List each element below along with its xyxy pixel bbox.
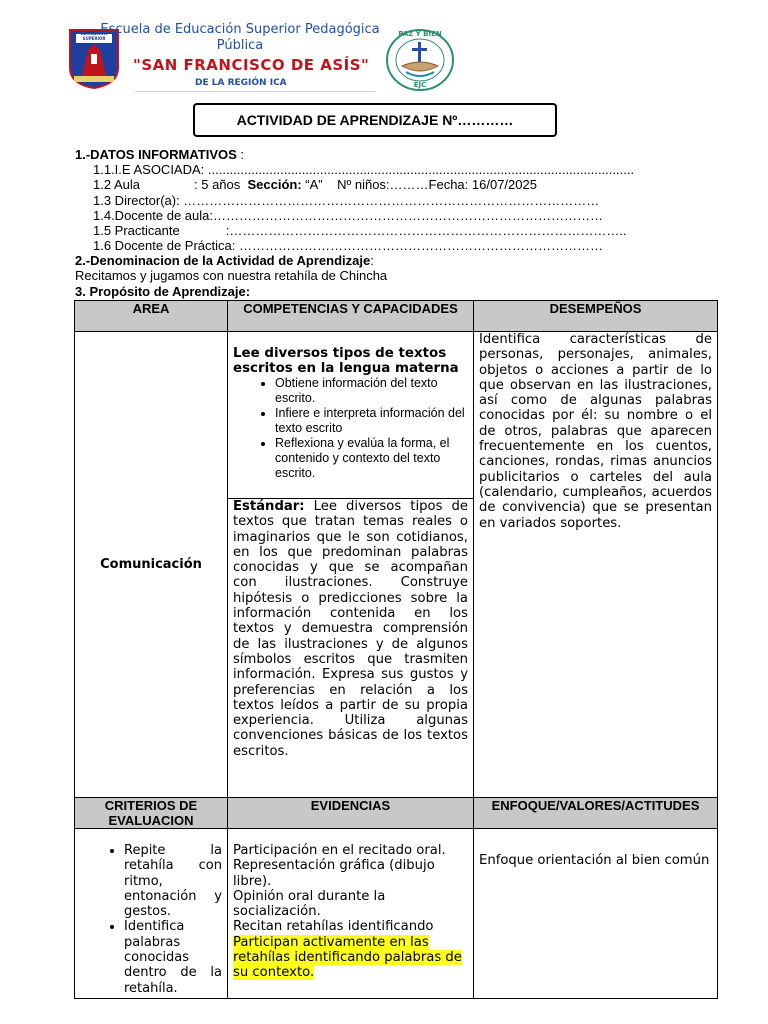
header-rule: [135, 91, 375, 92]
evidencia-item: Participación en el recitado oral.: [233, 843, 446, 858]
denominacion-text: Recitamos y jugamos con nuestra retahíla de Chincha: [75, 268, 388, 283]
criterio-item: • Identifica palabras conocidas dentro de la retahíla.: [124, 919, 222, 995]
activity-title: ACTIVIDAD DE APRENDIZAJE Nº…………: [193, 103, 557, 137]
left-logo-caption: EDUCACIÓN SUPERIOR: [80, 31, 108, 41]
header-evidencias: EVIDENCIAS: [228, 798, 474, 829]
datos-heading: 1.-DATOS INFORMATIVOS :: [75, 147, 245, 162]
capacidad-item: • Infiere e interpreta información del texto escrito: [275, 406, 468, 436]
capacidad-item: • Reflexiona y evalúa la forma, el contenido y contexto del texto escrito.: [275, 436, 468, 481]
evidencia-item: Representación gráfica (dibujo libre).: [233, 858, 435, 889]
header-competencias: COMPETENCIAS Y CAPACIDADES: [228, 301, 474, 332]
datos-practicante: 1.5 Practicante :………………………………………………………………………………..: [93, 223, 627, 238]
capacidad-item: • Obtiene información del texto escrito.: [275, 376, 468, 406]
evidencia-highlight: Participan activamente en las retahílas identificando palabras de su contexto.: [233, 934, 462, 981]
estandar-label: Estándar:: [233, 499, 305, 514]
evidencia-item: Opinión oral durante la socialización.: [233, 888, 386, 920]
seal-bottom-text: EJC: [413, 81, 427, 89]
estandar-cell: [228, 499, 474, 798]
criterios-cell: [75, 829, 228, 999]
capacidades-list: [233, 376, 468, 481]
area-comunicacion: Comunicación: [75, 332, 228, 798]
header-enfoque: ENFOQUE/VALORES/ACTITUDES: [474, 798, 718, 829]
datos-ie: 1.1.I.E ASOCIADA: ......................................................................................................................: [93, 162, 635, 177]
datos-docente: 1.4.Docente de aula:………………………………………………………………………………: [93, 208, 603, 223]
proposito-heading: 3. Propósito de Aprendizaje:: [75, 284, 251, 299]
enfoque-cell: Enfoque orientación al bien común: [474, 829, 718, 999]
header-desempenos: DESEMPEÑOS: [474, 301, 718, 332]
school-line-2: Pública: [216, 38, 264, 53]
criterio-item: • Repite la retahíla con ritmo, entonación y gestos.: [124, 843, 222, 919]
criterios-list: [80, 843, 222, 996]
datos-aula: 1.2 Aula : 5 años Sección: “A” Nº niños:………Fecha: 16/07/2025: [93, 177, 537, 192]
header-criterios: CRITERIOS DE EVALUACION: [75, 798, 228, 829]
school-header: [90, 22, 390, 54]
evidencias-cell: [228, 829, 474, 999]
header-area: AREA: [75, 301, 228, 332]
seal-top-text: PAZ Y BIEN: [398, 30, 442, 38]
datos-docente-practica: 1.6 Docente de Práctica: …………………………………………………………………………: [93, 238, 603, 253]
school-region: DE LA REGIÓN ICA: [195, 78, 287, 88]
desempeno-cell: Identifica características de personas, personajes, animales, objetos o acciones a partir de lo que observan en las ilustraciones, así como de algunas palabras conocidas por él: su nombre o el de otros, palabras que aparecen frecuentemente en los cuentos, canciones, rondas, rimas anuncios publicitarios o carteles del aula (calendario, cumpleaños, acuerdos de convivencia) que se presentan en variados soportes.: [474, 332, 718, 798]
competencia-title: Lee diversos tipos de textos escritos en la lengua materna: [233, 346, 459, 376]
school-line-1: Escuela de Educación Superior Pedagógica: [100, 22, 380, 37]
datos-director: 1.3 Director(a): ……………………………………………………………………………………: [93, 193, 600, 208]
competencia-cell: [228, 332, 474, 499]
learning-table: [74, 300, 718, 999]
denominacion-heading: 2.-Denominacion de la Actividad de Aprendizaje:: [75, 253, 374, 268]
estandar-text: Lee diversos tipos de textos que tratan temas reales o imaginarios que le son cotidianos, en los que predominan palabras conocidas y que se acompañan con ilustraciones. Construye hipótesis o predicciones sobre la información contenida en los textos y demuestra comprensión de las ilustraciones y de algunos símbolos escritos que trasmiten información. Expresa sus gustos y preferencias en relación a los textos leídos a partir de su propia experiencia. Utiliza algunas convenciones básicas de los textos escritos.: [233, 499, 468, 759]
evidencia-item: Recitan retahílas identificando: [233, 919, 434, 935]
school-name: "SAN FRANCISCO DE ASÍS": [133, 56, 370, 74]
